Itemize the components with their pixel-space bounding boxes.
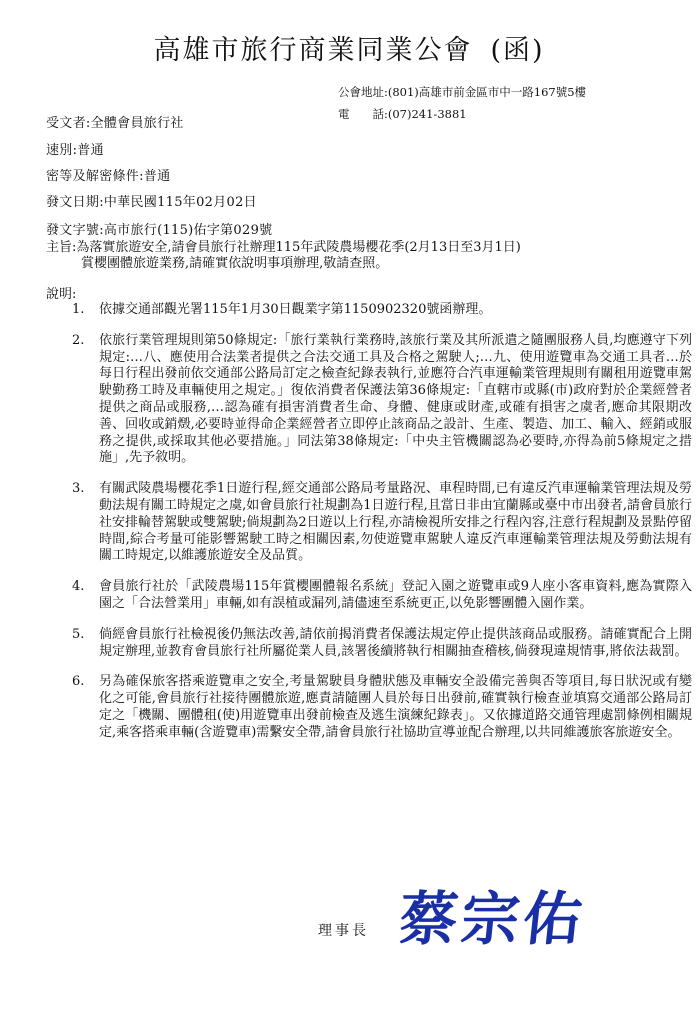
- item-number: 2.: [72, 332, 85, 348]
- explanation-label: 說明:: [46, 287, 77, 302]
- subject-line-2: 賞櫻團體旅遊業務,請確實依說明事項辦理,敬請查照。: [81, 256, 389, 271]
- document-number: 發文字號:高市旅行(115)佑字第029號: [46, 223, 273, 238]
- chairman-signature: 蔡宗佑: [395, 885, 590, 953]
- item-text: 會員旅行社於「武陵農場115年賞櫻團體報名系統」登記入園之遊覽車或9人座小客車資料,應為實際入園之「合法營業用」車輛,如有誤植或漏列,請儘速至系統更正,以免影響團體入園作業。: [99, 579, 692, 611]
- item-number: 3.: [72, 481, 85, 497]
- explanation-item: [72, 302, 692, 319]
- item-number: 1.: [72, 302, 85, 317]
- signer-title: 理事長: [318, 923, 369, 939]
- speed-level: 速別:普通: [46, 143, 104, 158]
- item-number: 6.: [72, 674, 85, 690]
- explanation-item: [72, 627, 692, 661]
- subject-line-1: 主旨:為落實旅遊安全,請會員旅行社辦理115年武陵農場櫻花季(2月13日至3月1日): [46, 240, 521, 255]
- item-text: 另為確保旅客搭乘遊覽車之安全,考量駕駛員身體狀態及車輛安全設備完善與否等項目,每日狀況或有變化之可能,會員旅行社接待團體旅遊,應責請隨團人員於每日出發前,確實執行檢查並填寫交通部公路局訂定之「機關、團體租(使)用遊覽車出發前檢查及逃生演練紀錄表」。又依據道路交通管理處罰條例相關規定,乘客搭乘車輛(含遊覽車)需繫安全帶,請會員旅行社協助宣導並配合辦理,以共同維護旅客旅遊安全。: [99, 674, 692, 740]
- explanation-item: [72, 674, 692, 741]
- item-text: 倘經會員旅行社檢視後仍無法改善,請依前揭消費者保護法規定停止提供該商品或服務。請確實配合上開規定辦理,並教育會員旅行社所屬從業人員,該署後續將執行相關抽查稽核,倘發現違規情事,將依法裁罰。: [99, 626, 692, 659]
- item-text: 依據交通部觀光署115年1月30日觀業字第1150902320號函辦理。: [99, 302, 492, 317]
- item-text: 有關武陵農場櫻花季1日遊行程,經交通部公路局考量路況、車程時間,已有違反汽車運輸業管理法規及勞動法規有關工時規定之虞,如會員旅行社規劃為1日遊行程,且當日非由宜蘭縣或臺中市出發者,請會員旅行社安排輪替駕駛或雙駕駛;倘規劃為2日遊以上行程,亦請檢視所安排之行程內容,注意行程規劃及景點停留時間,綜合考量可能影響駕駛工時之相關因素,勿使遊覽車駕駛人違反汽車運輸業管理法規及勞動法規有關工時規定,以維護旅遊安全及品質。: [99, 481, 692, 564]
- security-level: 密等及解密條件:普通: [46, 169, 171, 184]
- explanation-item: [72, 579, 692, 613]
- explanation-item: [72, 481, 692, 565]
- explanation-list: [72, 302, 692, 742]
- association-name: 高雄市旅行商業同業公會: [153, 35, 473, 66]
- item-text: 依旅行業管理規則第50條規定:「旅行業執行業務時,該旅行業及其所派遣之隨團服務人員,均應遵守下列規定:…八、應使用合法業者提供之合法交通工具及合格之駕駛人;…九、使用遊覽車為交通工具者…於每日行程出發前依交通部公路局訂定之檢查紀錄表執行,並應符合汽車運輸業管理規則有關租用遊覽車駕駛勤務工時及車輛使用之規定。」復依消費者保護法第36條規定:「直轄市或縣(市)政府對於企業經營者提供之商品或服務,…認為確有損害消費者生命、身體、健康或財產,或確有損害之虞者,應命其限期改善、回收或銷燬,必要時並得命企業經營者立即停止該商品之設計、生產、製造、加工、輸入、經銷或服務之提供,或採取其他必要措施。」同法第38條規定:「中央主管機關認為必要時,亦得為前5條規定之措施」,先予敘明。: [99, 332, 692, 466]
- item-number: 4.: [72, 579, 85, 595]
- document-type-suffix: (函): [490, 35, 545, 66]
- explanation-item: [72, 333, 692, 467]
- item-number: 5.: [72, 626, 85, 642]
- association-phone: 電 話:(07)241-3881: [338, 107, 467, 121]
- document-title: [0, 28, 698, 67]
- issue-date: 發文日期:中華民國115年02月02日: [46, 195, 257, 210]
- subject: [46, 240, 676, 272]
- association-address: 公會地址:(801)高雄市前金區市中一路167號5樓: [338, 85, 587, 99]
- recipient: 受文者:全體會員旅行社: [46, 116, 184, 131]
